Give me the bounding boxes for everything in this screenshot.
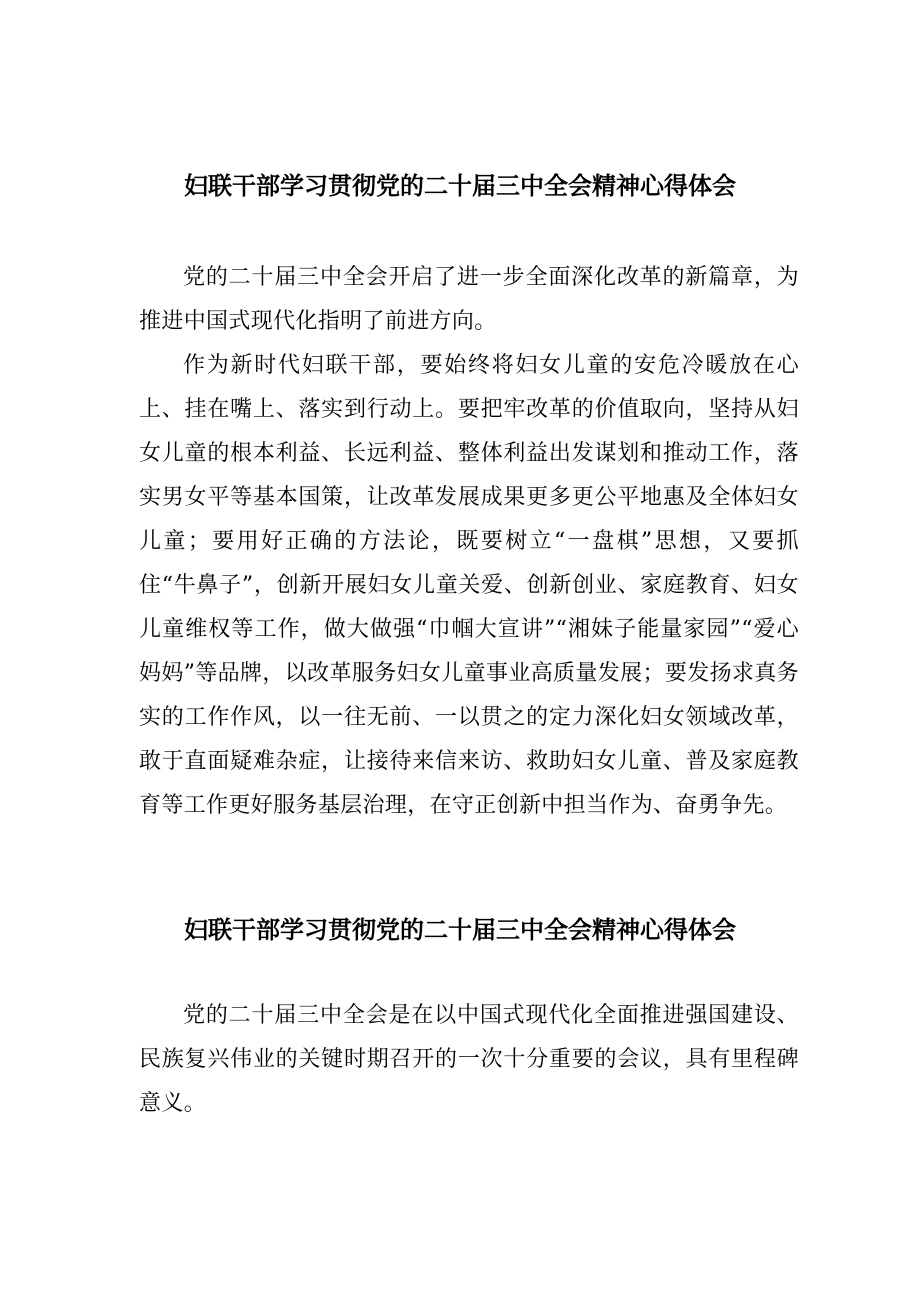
article-section-2 [0, 914, 920, 1116]
article-section-1 [0, 170, 920, 818]
article-paragraph: 党的二十届三中全会开启了进一步全面深化改革的新篇章，为推进中国式现代化指明了前进方向。 [139, 265, 799, 334]
article-title: 妇联干部学习贯彻党的二十届三中全会精神心得体会 [184, 916, 736, 944]
article-paragraph: 党的二十届三中全会是在以中国式现代化全面推进强国建设、民族复兴伟业的关键时期召开的一次十分重要的会议，具有里程碑意义。 [139, 1003, 799, 1116]
article-paragraph: 作为新时代妇联干部，要始终将妇女儿童的安危冷暖放在心上、挂在嘴上、落实到行动上。要把牢改革的价值取向，坚持从妇女儿童的根本利益、长远利益、整体利益出发谋划和推动工作，落实男女平等基本国策，让改革发展成果更多更公平地惠及全体妇女儿童；要用好正确的方法论，既要树立“一盘棋”思想，又要抓住“牛鼻子”，创新开展妇女儿童关爱、创新创业、家庭教育、妇女儿童维权等工作，做大做强“巾帼大宣讲”“湘妹子能量家园”“爱心妈妈”等品牌，以改革服务妇女儿童事业高质量发展；要发扬求真务实的工作作风，以一往无前、一以贯之的定力深化妇女领域改革，敢于直面疑难杂症，让接待来信来访、救助妇女儿童、普及家庭教育等工作更好服务基层治理，在守正创新中担当作为、奋勇争先。 [139, 353, 799, 818]
article-title: 妇联干部学习贯彻党的二十届三中全会精神心得体会 [184, 172, 736, 200]
